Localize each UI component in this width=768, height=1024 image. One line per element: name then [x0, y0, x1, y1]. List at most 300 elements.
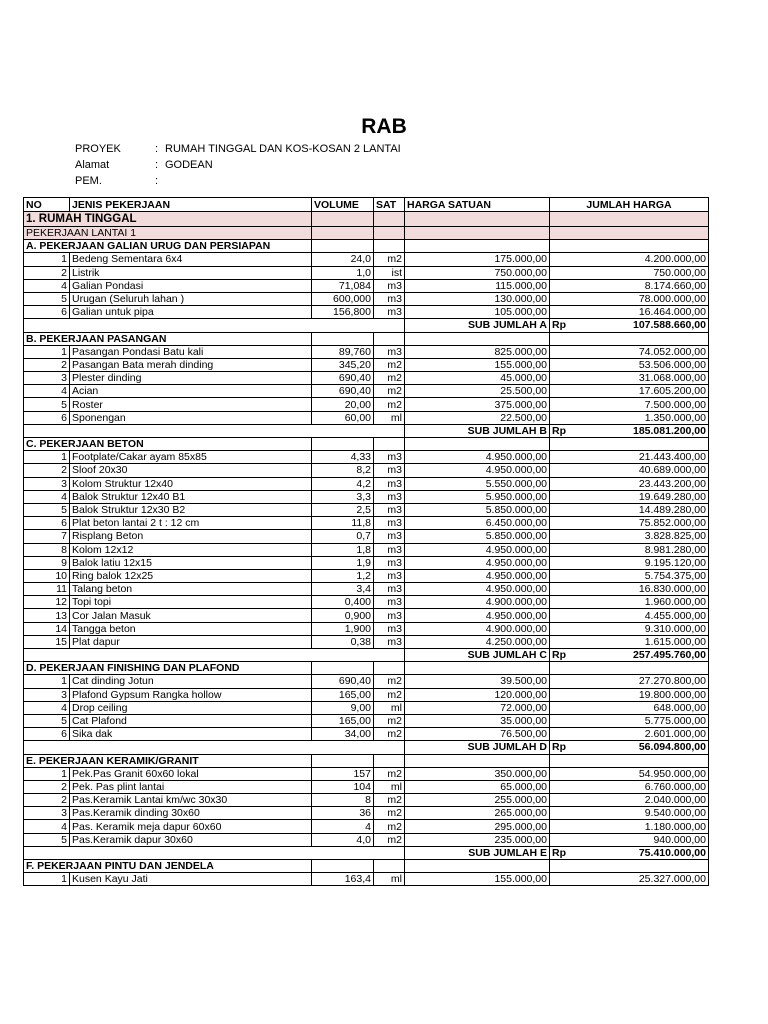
- subtotal-value: [550, 649, 709, 662]
- table-row: [24, 820, 709, 833]
- item-total: 750.000,00: [550, 266, 709, 279]
- item-total: 25.327.000,00: [550, 873, 709, 886]
- item-name: Cat Plafond: [70, 714, 312, 727]
- item-name: Cat dinding Jotun: [70, 675, 312, 688]
- info-row-project: [75, 143, 401, 155]
- table-row: [24, 675, 709, 688]
- empty-cell: [374, 438, 405, 451]
- item-unit-price: 5.950.000,00: [405, 490, 550, 503]
- item-total: 2.601.000,00: [550, 728, 709, 741]
- empty-cell: [374, 754, 405, 767]
- group-title-row: [24, 662, 709, 675]
- item-no: 1: [24, 767, 70, 780]
- item-total: 21.443.400,00: [550, 451, 709, 464]
- item-unit: m3: [374, 596, 405, 609]
- subtotal-row: [24, 741, 709, 754]
- empty-cell: [405, 438, 550, 451]
- group-title-row: [24, 754, 709, 767]
- currency-label: Rp: [552, 649, 566, 662]
- item-name: Pasangan Pondasi Batu kali: [70, 345, 312, 358]
- item-total: 19.800.000,00: [550, 688, 709, 701]
- item-total: 1.960.000,00: [550, 596, 709, 609]
- item-unit-price: 45.000,00: [405, 372, 550, 385]
- subtotal-row: [24, 424, 709, 437]
- table-row: [24, 714, 709, 727]
- item-no: 1: [24, 253, 70, 266]
- item-unit-price: 255.000,00: [405, 794, 550, 807]
- table-row: [24, 292, 709, 305]
- table-row: [24, 596, 709, 609]
- table-row: [24, 728, 709, 741]
- item-unit-price: 130.000,00: [405, 292, 550, 305]
- subtotal-value: [550, 846, 709, 859]
- item-volume: 2,5: [312, 503, 374, 516]
- item-unit: m3: [374, 583, 405, 596]
- item-unit: m2: [374, 728, 405, 741]
- item-volume: 156,800: [312, 306, 374, 319]
- item-unit: m2: [374, 794, 405, 807]
- item-no: 15: [24, 635, 70, 648]
- item-name: Plat dapur: [70, 635, 312, 648]
- item-unit-price: 105.000,00: [405, 306, 550, 319]
- item-volume: 4,33: [312, 451, 374, 464]
- item-total: 4.200.000,00: [550, 253, 709, 266]
- subtotal-amount: 56.094.800,00: [638, 741, 706, 754]
- item-total: 1.180.000,00: [550, 820, 709, 833]
- empty-cell: [312, 662, 374, 675]
- item-unit: m2: [374, 820, 405, 833]
- table-row: [24, 477, 709, 490]
- col-header-unit-price: HARGA SATUAN: [405, 198, 550, 212]
- empty-cell: [312, 240, 374, 253]
- empty-cell: [550, 754, 709, 767]
- info-label: Alamat: [75, 159, 110, 171]
- item-total: 2.040.000,00: [550, 794, 709, 807]
- item-no: 10: [24, 569, 70, 582]
- item-name: Pasangan Bata merah dinding: [70, 358, 312, 371]
- subtotal-amount: 257.495.760,00: [633, 649, 706, 662]
- item-unit: m3: [374, 635, 405, 648]
- item-total: 9.310.000,00: [550, 622, 709, 635]
- item-volume: 1,900: [312, 622, 374, 635]
- item-unit-price: 155.000,00: [405, 358, 550, 371]
- item-unit: m3: [374, 517, 405, 530]
- item-volume: 20,00: [312, 398, 374, 411]
- item-name: Listrik: [70, 266, 312, 279]
- table-row: [24, 556, 709, 569]
- info-value: RUMAH TINGGAL DAN KOS-KOSAN 2 LANTAI: [165, 143, 401, 155]
- item-total: 23.443.200,00: [550, 477, 709, 490]
- item-unit-price: 4.950.000,00: [405, 451, 550, 464]
- item-no: 1: [24, 451, 70, 464]
- table-row: [24, 266, 709, 279]
- item-no: 4: [24, 385, 70, 398]
- empty-cell: [405, 332, 550, 345]
- info-label: PROYEK: [75, 143, 121, 155]
- item-volume: 1,9: [312, 556, 374, 569]
- table-row: [24, 253, 709, 266]
- subtotal-row: [24, 649, 709, 662]
- item-unit-price: 120.000,00: [405, 688, 550, 701]
- item-total: 74.052.000,00: [550, 345, 709, 358]
- item-unit-price: 4.950.000,00: [405, 569, 550, 582]
- item-volume: 1,2: [312, 569, 374, 582]
- item-volume: 60,00: [312, 411, 374, 424]
- item-no: 2: [24, 464, 70, 477]
- item-unit: m2: [374, 253, 405, 266]
- item-volume: 157: [312, 767, 374, 780]
- item-unit: ml: [374, 411, 405, 424]
- item-unit-price: 4.900.000,00: [405, 622, 550, 635]
- item-volume: 0,38: [312, 635, 374, 648]
- info-row-owner: [75, 175, 165, 187]
- item-total: 27.270.800,00: [550, 675, 709, 688]
- empty-cell: [374, 332, 405, 345]
- item-unit-price: 175.000,00: [405, 253, 550, 266]
- group-title-row: [24, 332, 709, 345]
- item-unit: ml: [374, 701, 405, 714]
- table-row: [24, 372, 709, 385]
- subtotal-label: SUB JUMLAH A: [405, 319, 550, 332]
- item-no: 4: [24, 820, 70, 833]
- item-unit-price: 265.000,00: [405, 807, 550, 820]
- section-row-floor: [24, 227, 709, 240]
- item-no: 13: [24, 609, 70, 622]
- item-unit: m2: [374, 385, 405, 398]
- item-no: 8: [24, 543, 70, 556]
- item-no: 1: [24, 675, 70, 688]
- currency-label: Rp: [552, 846, 566, 859]
- item-no: 7: [24, 530, 70, 543]
- item-total: 75.852.000,00: [550, 517, 709, 530]
- item-no: 11: [24, 583, 70, 596]
- subtotal-value: [550, 741, 709, 754]
- group-title: A. PEKERJAAN GALIAN URUG DAN PERSIAPAN: [24, 240, 312, 253]
- item-unit: m3: [374, 556, 405, 569]
- item-unit: m3: [374, 464, 405, 477]
- table-body: [24, 212, 709, 886]
- item-no: 5: [24, 714, 70, 727]
- item-no: 5: [24, 503, 70, 516]
- item-total: 4.455.000,00: [550, 609, 709, 622]
- section-floor-title: PEKERJAAN LANTAI 1: [24, 227, 312, 240]
- item-no: 14: [24, 622, 70, 635]
- item-total: 648.000,00: [550, 701, 709, 714]
- item-name: Drop ceiling: [70, 701, 312, 714]
- item-unit-price: 4.900.000,00: [405, 596, 550, 609]
- item-name: Talang beton: [70, 583, 312, 596]
- item-total: 8.174.660,00: [550, 279, 709, 292]
- item-volume: 36: [312, 807, 374, 820]
- item-volume: 165,00: [312, 688, 374, 701]
- table-row: [24, 306, 709, 319]
- item-no: 12: [24, 596, 70, 609]
- item-name: Plester dinding: [70, 372, 312, 385]
- item-unit-price: 350.000,00: [405, 767, 550, 780]
- subtotal-spacer: [24, 424, 405, 437]
- table-row: [24, 688, 709, 701]
- group-title-row: [24, 240, 709, 253]
- info-row-address: [75, 159, 213, 171]
- item-name: Balok Struktur 12x30 B2: [70, 503, 312, 516]
- item-no: 6: [24, 728, 70, 741]
- table-row: [24, 622, 709, 635]
- empty-cell: [550, 662, 709, 675]
- table-row: [24, 701, 709, 714]
- item-unit-price: 25.500,00: [405, 385, 550, 398]
- item-unit: m3: [374, 609, 405, 622]
- item-volume: 89,760: [312, 345, 374, 358]
- item-unit-price: 115.000,00: [405, 279, 550, 292]
- item-name: Galian Pondasi: [70, 279, 312, 292]
- item-unit-price: 750.000,00: [405, 266, 550, 279]
- subtotal-label: SUB JUMLAH B: [405, 424, 550, 437]
- info-colon: :: [155, 159, 159, 171]
- item-unit: m2: [374, 358, 405, 371]
- item-no: 3: [24, 688, 70, 701]
- item-unit-price: 4.250.000,00: [405, 635, 550, 648]
- item-unit-price: 35.000,00: [405, 714, 550, 727]
- empty-cell: [550, 240, 709, 253]
- info-colon: :: [155, 175, 159, 187]
- item-unit-price: 4.950.000,00: [405, 556, 550, 569]
- col-header-job: JENIS PEKERJAAN: [70, 198, 312, 212]
- item-no: 6: [24, 517, 70, 530]
- item-total: 40.689.000,00: [550, 464, 709, 477]
- item-no: 5: [24, 833, 70, 846]
- item-unit-price: 825.000,00: [405, 345, 550, 358]
- item-unit-price: 5.850.000,00: [405, 503, 550, 516]
- item-total: 54.950.000,00: [550, 767, 709, 780]
- empty-cell: [405, 860, 550, 873]
- subtotal-label: SUB JUMLAH C: [405, 649, 550, 662]
- info-colon: :: [155, 143, 159, 155]
- item-name: Balok latiu 12x15: [70, 556, 312, 569]
- table-row: [24, 543, 709, 556]
- currency-label: Rp: [552, 319, 566, 332]
- item-unit: ml: [374, 873, 405, 886]
- item-name: Pas.Keramik dinding 30x60: [70, 807, 312, 820]
- item-name: Kolom 12x12: [70, 543, 312, 556]
- item-no: 4: [24, 701, 70, 714]
- item-unit: m2: [374, 807, 405, 820]
- item-total: 53.506.000,00: [550, 358, 709, 371]
- item-volume: 11,8: [312, 517, 374, 530]
- item-name: Bedeng Sementara 6x4: [70, 253, 312, 266]
- item-total: 17.605.200,00: [550, 385, 709, 398]
- subtotal-value: [550, 424, 709, 437]
- table-row: [24, 794, 709, 807]
- empty-cell: [312, 438, 374, 451]
- empty-cell: [312, 860, 374, 873]
- item-total: 6.760.000,00: [550, 780, 709, 793]
- item-no: 6: [24, 411, 70, 424]
- item-no: 4: [24, 490, 70, 503]
- col-header-total: JUMLAH HARGA: [550, 198, 709, 212]
- item-unit: m3: [374, 477, 405, 490]
- item-unit: m2: [374, 675, 405, 688]
- item-volume: 0,7: [312, 530, 374, 543]
- item-unit-price: 375.000,00: [405, 398, 550, 411]
- table-row: [24, 609, 709, 622]
- item-name: Kusen Kayu Jati: [70, 873, 312, 886]
- rab-table: [23, 197, 709, 886]
- item-name: Pas.Keramik dapur 30x60: [70, 833, 312, 846]
- item-unit: m3: [374, 490, 405, 503]
- item-name: Sloof 20x30: [70, 464, 312, 477]
- table-row: [24, 780, 709, 793]
- item-volume: 3,3: [312, 490, 374, 503]
- item-total: 3.828.825,00: [550, 530, 709, 543]
- item-unit: ist: [374, 266, 405, 279]
- item-volume: 4: [312, 820, 374, 833]
- item-unit-price: 4.950.000,00: [405, 583, 550, 596]
- item-total: 9.195.120,00: [550, 556, 709, 569]
- item-name: Sponengan: [70, 411, 312, 424]
- item-no: 5: [24, 398, 70, 411]
- item-volume: 9,00: [312, 701, 374, 714]
- empty-cell: [312, 332, 374, 345]
- subtotal-row: [24, 846, 709, 859]
- item-no: 3: [24, 477, 70, 490]
- item-name: Footplate/Cakar ayam 85x85: [70, 451, 312, 464]
- empty-cell: [405, 662, 550, 675]
- item-total: 16.464.000,00: [550, 306, 709, 319]
- item-name: Ring balok 12x25: [70, 569, 312, 582]
- item-volume: 1,8: [312, 543, 374, 556]
- group-title: C. PEKERJAAN BETON: [24, 438, 312, 451]
- item-volume: 71,084: [312, 279, 374, 292]
- item-unit: m2: [374, 398, 405, 411]
- section-row-main: [24, 212, 709, 227]
- empty-cell: [405, 240, 550, 253]
- currency-label: Rp: [552, 741, 566, 754]
- item-unit: m3: [374, 543, 405, 556]
- group-title: F. PEKERJAAN PINTU DAN JENDELA: [24, 860, 312, 873]
- item-total: 16.830.000,00: [550, 583, 709, 596]
- empty-cell: [374, 860, 405, 873]
- item-no: 2: [24, 794, 70, 807]
- item-unit-price: 4.950.000,00: [405, 464, 550, 477]
- subtotal-label: SUB JUMLAH E: [405, 846, 550, 859]
- empty-cell: [405, 754, 550, 767]
- item-volume: 345,20: [312, 358, 374, 371]
- currency-label: Rp: [552, 424, 566, 437]
- subtotal-spacer: [24, 649, 405, 662]
- item-volume: 24,0: [312, 253, 374, 266]
- item-unit-price: 72.000,00: [405, 701, 550, 714]
- table-row: [24, 358, 709, 371]
- item-name: Balok Struktur 12x40 B1: [70, 490, 312, 503]
- item-total: 5.754.375,00: [550, 569, 709, 582]
- table-row: [24, 635, 709, 648]
- item-total: 78.000.000,00: [550, 292, 709, 305]
- item-name: Galian untuk pipa: [70, 306, 312, 319]
- table-row: [24, 833, 709, 846]
- item-name: Urugan (Seluruh lahan ): [70, 292, 312, 305]
- item-no: 1: [24, 873, 70, 886]
- item-unit-price: 4.950.000,00: [405, 609, 550, 622]
- table-header-row: [24, 198, 709, 212]
- item-name: Pek.Pas Granit 60x60 lokal: [70, 767, 312, 780]
- table-row: [24, 279, 709, 292]
- empty-cell: [374, 662, 405, 675]
- item-volume: 0,900: [312, 609, 374, 622]
- subtotal-spacer: [24, 846, 405, 859]
- item-volume: 8: [312, 794, 374, 807]
- item-total: 8.981.280,00: [550, 543, 709, 556]
- item-unit: m2: [374, 833, 405, 846]
- item-unit: m3: [374, 279, 405, 292]
- item-unit: m3: [374, 622, 405, 635]
- table-row: [24, 873, 709, 886]
- item-name: Acian: [70, 385, 312, 398]
- subtotal-amount: 185.081.200,00: [633, 424, 706, 437]
- info-label: PEM.: [75, 175, 102, 187]
- table-row: [24, 398, 709, 411]
- item-unit-price: 235.000,00: [405, 833, 550, 846]
- document-title: RAB: [361, 115, 407, 138]
- subtotal-label: SUB JUMLAH D: [405, 741, 550, 754]
- item-unit: m3: [374, 306, 405, 319]
- table-row: [24, 490, 709, 503]
- item-unit: m3: [374, 345, 405, 358]
- item-volume: 4,2: [312, 477, 374, 490]
- item-volume: 1,0: [312, 266, 374, 279]
- item-no: 9: [24, 556, 70, 569]
- item-total: 7.500.000,00: [550, 398, 709, 411]
- item-volume: 8,2: [312, 464, 374, 477]
- item-volume: 163,4: [312, 873, 374, 886]
- item-total: 9.540.000,00: [550, 807, 709, 820]
- item-volume: 690,40: [312, 385, 374, 398]
- table-row: [24, 807, 709, 820]
- item-no: 6: [24, 306, 70, 319]
- group-title: B. PEKERJAAN PASANGAN: [24, 332, 312, 345]
- section-main-title: 1. RUMAH TINGGAL: [24, 212, 312, 227]
- table-row: [24, 767, 709, 780]
- item-unit-price: 39.500,00: [405, 675, 550, 688]
- item-name: Plafond Gypsum Rangka hollow: [70, 688, 312, 701]
- table-row: [24, 411, 709, 424]
- table-row: [24, 503, 709, 516]
- item-unit-price: 22.500,00: [405, 411, 550, 424]
- item-unit: m2: [374, 688, 405, 701]
- item-no: 5: [24, 292, 70, 305]
- subtotal-spacer: [24, 319, 405, 332]
- item-unit-price: 5.850.000,00: [405, 530, 550, 543]
- item-name: Pas.Keramik Lantai km/wc 30x30: [70, 794, 312, 807]
- empty-cell: [550, 332, 709, 345]
- item-unit-price: 295.000,00: [405, 820, 550, 833]
- item-no: 2: [24, 358, 70, 371]
- item-volume: 165,00: [312, 714, 374, 727]
- item-volume: 4,0: [312, 833, 374, 846]
- item-total: 1.350.000,00: [550, 411, 709, 424]
- item-unit: m3: [374, 569, 405, 582]
- item-volume: 104: [312, 780, 374, 793]
- item-no: 3: [24, 372, 70, 385]
- subtotal-amount: 75.410.000,00: [638, 846, 706, 859]
- group-title-row: [24, 438, 709, 451]
- subtotal-row: [24, 319, 709, 332]
- item-unit-price: 155.000,00: [405, 873, 550, 886]
- item-name: Tangga beton: [70, 622, 312, 635]
- item-no: 1: [24, 345, 70, 358]
- col-header-no: NO: [24, 198, 70, 212]
- item-unit: ml: [374, 780, 405, 793]
- item-total: 5.775.000,00: [550, 714, 709, 727]
